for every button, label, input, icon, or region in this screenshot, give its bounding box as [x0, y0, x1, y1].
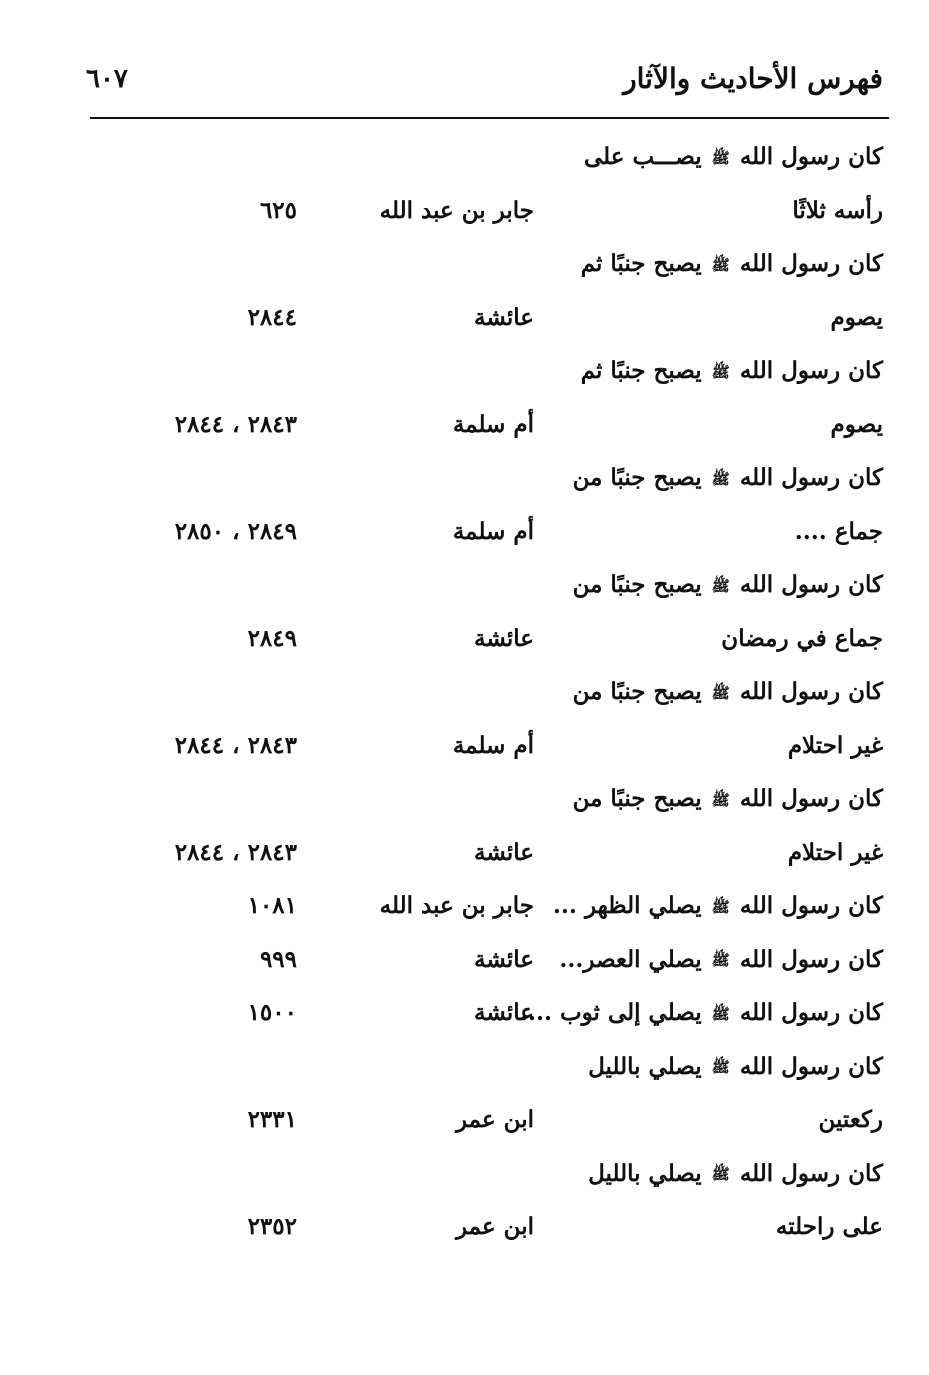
hadith-text — [573, 571, 883, 598]
index-row — [0, 777, 929, 831]
narrator-name: أم سلمة — [452, 731, 534, 759]
narrator-name: عائشة — [474, 999, 534, 1026]
hadith-text-start: جماع .... — [794, 517, 883, 545]
index-row — [0, 1205, 929, 1259]
hadith-text-start: كان رسول الله — [739, 250, 883, 277]
narrator-name: عائشة — [474, 945, 534, 973]
salawat-honorific-icon: ﷺ — [711, 897, 730, 916]
hadith-text-end: يصبح جنبًا من — [572, 571, 702, 598]
narrator-name: عائشة — [474, 838, 534, 866]
salawat-honorific-icon: ﷺ — [711, 362, 730, 381]
index-row — [0, 938, 929, 992]
salawat-honorific-icon: ﷺ — [711, 790, 730, 809]
index-row — [0, 189, 929, 243]
narrator-name: عائشة — [474, 624, 534, 652]
index-table — [0, 135, 929, 1259]
hadith-text-end: يصلي الظهر ... — [552, 892, 702, 919]
hadith-text — [573, 464, 883, 491]
narrator-name: ابن عمر — [455, 1213, 534, 1240]
hadith-text — [776, 1213, 883, 1240]
hadith-text — [788, 732, 883, 759]
hadith-text — [788, 839, 883, 866]
hadith-text-end: يصلي بالليل — [588, 1159, 702, 1187]
hadith-reference-numbers: ٢٨٤٩ ، ٢٨٥٠ — [174, 517, 297, 545]
hadith-text-start: على راحلته — [775, 1213, 883, 1240]
salawat-honorific-icon: ﷺ — [711, 1165, 730, 1183]
salawat-honorific-icon: ﷺ — [711, 469, 730, 488]
salawat-honorific-icon: ﷺ — [711, 255, 730, 274]
index-row — [0, 403, 929, 457]
hadith-text-start: غير احتلام — [787, 731, 883, 759]
hadith-text-end: يصبح جنبًا ثم — [580, 250, 702, 277]
index-row — [0, 242, 929, 296]
hadith-text-start: كان رسول الله — [739, 1159, 883, 1187]
hadith-text-start: كان رسول الله — [739, 892, 883, 919]
hadith-text-start: يصوم — [830, 303, 883, 331]
hadith-text-start: كان رسول الله — [739, 945, 883, 973]
hadith-reference-numbers: ٢٨٤٩ — [247, 624, 297, 652]
hadith-text — [520, 999, 883, 1026]
hadith-reference-numbers: ٢٨٤٣ ، ٢٨٤٤ — [174, 731, 297, 759]
hadith-text-start: ركعتين — [818, 1106, 883, 1133]
hadith-text — [584, 143, 883, 170]
page-header-title: فهرس الأحاديث والآثار — [623, 62, 883, 95]
index-row — [0, 1045, 929, 1099]
hadith-text — [792, 197, 883, 224]
hadith-text-start: كان رسول الله — [739, 678, 883, 705]
hadith-text — [581, 357, 883, 384]
hadith-text — [573, 678, 883, 705]
hadith-text-start: كان رسول الله — [739, 785, 883, 812]
hadith-text-end: يصـــب على — [583, 143, 702, 170]
hadith-text — [831, 304, 883, 331]
salawat-honorific-icon: ﷺ — [711, 576, 730, 595]
hadith-text — [559, 946, 883, 973]
hadith-text-start: كان رسول الله — [739, 571, 883, 598]
hadith-text-end: يصبح جنبًا ثم — [580, 357, 702, 384]
hadith-text-end: يصبح جنبًا من — [572, 464, 702, 491]
hadith-reference-numbers: ٩٩٩ — [259, 945, 297, 973]
salawat-honorific-icon: ﷺ — [711, 951, 730, 969]
page-number: ٦٠٧ — [86, 64, 128, 94]
index-row — [0, 884, 929, 938]
hadith-text-start: كان رسول الله — [739, 999, 883, 1026]
hadith-text — [553, 892, 883, 919]
hadith-reference-numbers: ٢٣٣١ — [247, 1106, 297, 1133]
hadith-reference-numbers: ١٥٠٠ — [247, 999, 297, 1026]
hadith-reference-numbers: ١٠٨١ — [247, 892, 297, 919]
narrator-name: ابن عمر — [455, 1106, 534, 1133]
hadith-text-end: يصبح جنبًا من — [572, 785, 702, 812]
hadith-reference-numbers: ٢٨٤٤ — [247, 303, 297, 331]
salawat-honorific-icon: ﷺ — [711, 1004, 730, 1023]
index-row — [0, 1152, 929, 1206]
narrator-name: أم سلمة — [452, 410, 534, 438]
salawat-honorific-icon: ﷺ — [711, 148, 730, 167]
index-row — [0, 670, 929, 724]
hadith-reference-numbers: ٢٨٤٣ ، ٢٨٤٤ — [174, 410, 297, 438]
index-row — [0, 1098, 929, 1152]
hadith-text — [818, 1106, 883, 1133]
hadith-reference-numbers: ٢٣٥٢ — [247, 1213, 297, 1240]
index-row — [0, 456, 929, 510]
narrator-name: جابر بن عبد الله — [379, 196, 534, 224]
hadith-text-end: يصلي إلى ثوب .... — [519, 999, 702, 1026]
hadith-text-start: غير احتلام — [787, 838, 883, 866]
hadith-reference-numbers: ٦٢٥ — [259, 196, 297, 224]
header-divider — [90, 117, 889, 119]
hadith-text — [573, 785, 883, 812]
hadith-text-start: كان رسول الله — [739, 464, 883, 491]
index-row — [0, 724, 929, 778]
salawat-honorific-icon: ﷺ — [711, 683, 730, 702]
index-row — [0, 831, 929, 885]
salawat-honorific-icon: ﷺ — [711, 1058, 730, 1076]
hadith-text-start: رأسه ثلاثًا — [792, 196, 883, 224]
index-row — [0, 991, 929, 1045]
index-row — [0, 349, 929, 403]
hadith-text-end: يصلي بالليل — [588, 1052, 702, 1080]
hadith-text-start: جماع في رمضان — [721, 624, 883, 652]
narrator-name: أم سلمة — [452, 517, 534, 545]
hadith-text-end: يصلي العصر... — [559, 945, 702, 973]
hadith-text — [721, 625, 883, 652]
narrator-name: جابر بن عبد الله — [379, 892, 534, 919]
hadith-text — [588, 1053, 883, 1080]
hadith-text-start: كان رسول الله — [739, 357, 883, 384]
hadith-text — [831, 411, 883, 438]
hadith-text — [795, 518, 883, 545]
hadith-text-start: يصوم — [830, 410, 883, 438]
hadith-reference-numbers: ٢٨٤٣ ، ٢٨٤٤ — [174, 838, 297, 866]
index-row — [0, 563, 929, 617]
hadith-text — [581, 250, 883, 277]
hadith-text-end: يصبح جنبًا من — [572, 678, 702, 705]
index-row — [0, 135, 929, 189]
index-row — [0, 510, 929, 564]
index-row — [0, 617, 929, 671]
narrator-name: عائشة — [474, 303, 534, 331]
hadith-text — [588, 1160, 883, 1187]
hadith-text-start: كان رسول الله — [739, 1052, 883, 1080]
hadith-text-start: كان رسول الله — [739, 143, 883, 170]
index-row — [0, 296, 929, 350]
